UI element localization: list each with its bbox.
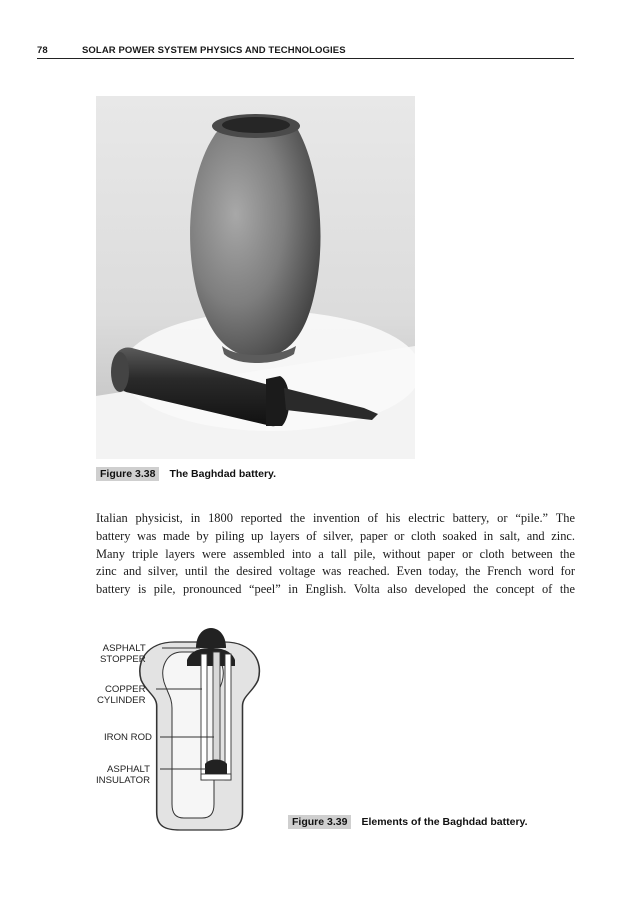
page-number: 78 <box>37 45 48 56</box>
body-paragraph <box>96 510 575 599</box>
text-line: zinc and silver, until the desired voltage was reached. Even today, the French word for <box>96 564 575 579</box>
callout-line: CYLINDER <box>97 695 146 706</box>
copper-cylinder-label <box>97 684 146 706</box>
running-title: SOLAR POWER SYSTEM PHYSICS AND TECHNOLOGIES <box>82 45 346 56</box>
running-header <box>37 44 574 59</box>
text-line: Many triple layers were assembled into a tall pile, without paper or cloth between the <box>96 546 575 561</box>
asphalt-insulator-label <box>96 764 150 786</box>
figure-label: Figure 3.38 <box>96 467 159 481</box>
text-line: battery was made by piling up layers of silver, paper or cloth soaked in salt, and zinc. <box>96 528 575 543</box>
figure-3-39-caption <box>288 815 528 829</box>
callout-line: COPPER <box>104 684 146 695</box>
callout-line: IRON ROD <box>104 732 152 743</box>
figure-3-38-caption <box>96 467 276 481</box>
text-line: battery is pile, pronounced “peel” in English. Volta also developed the concept of the <box>96 582 575 597</box>
callout-line: ASPHALT <box>102 643 146 654</box>
figure-caption-text: Elements of the Baghdad battery. <box>361 816 528 828</box>
callout-line: STOPPER <box>100 654 146 665</box>
callout-line: ASPHALT <box>107 764 151 775</box>
baghdad-battery-photo <box>96 96 415 459</box>
text-line: Italian physicist, in 1800 reported the invention of his electric battery, or “pile.” The <box>96 511 575 525</box>
figure-label: Figure 3.39 <box>288 815 351 829</box>
callout-line: INSULATOR <box>96 775 151 786</box>
asphalt-stopper-label <box>100 643 146 665</box>
iron-rod-label <box>104 732 152 743</box>
figure-caption-text: The Baghdad battery. <box>169 468 277 480</box>
